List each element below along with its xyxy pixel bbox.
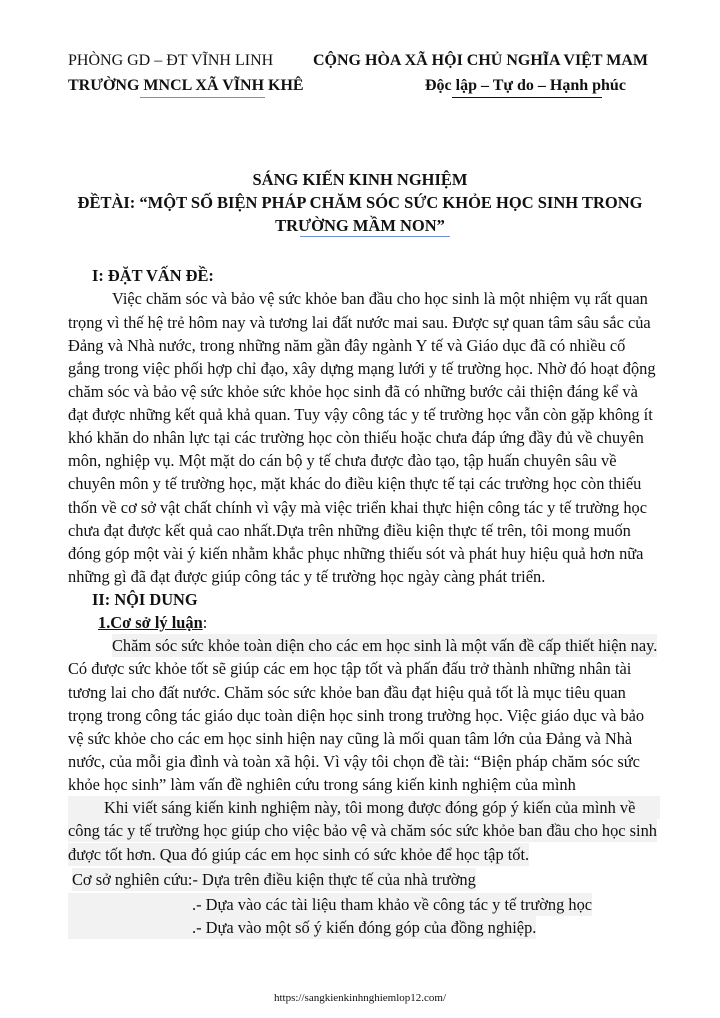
- paragraph-line: đạt được những kết quả khả quan. Tuy vậy công tác y tế trường học vẫn còn gặp không ít: [68, 405, 653, 424]
- title-underline: [300, 236, 450, 237]
- school-underline: [140, 97, 265, 98]
- subsection-title: 1.Cơ sở lý luận: [98, 613, 203, 632]
- paragraph-line: Chăm sóc sức khỏe toàn diện cho các em học sinh là một vấn đề cấp thiết hiện nay.: [112, 636, 658, 655]
- paragraph-line: vệ sức khỏe cho các em học sinh hiện nay cũng là mối quan tâm lớn của Đảng và Nhà: [68, 729, 633, 748]
- topic-title-line-1: ĐỀTÀI: “MỘT SỐ BIỆN PHÁP CHĂM SÓC SỨC KHỎE HỌC SINH TRONG: [77, 193, 643, 212]
- topic-title-line-2: TRƯỜNG MẦM NON”: [275, 216, 445, 235]
- paragraph-line: nước, của mỗi gia đình và toàn xã hội. Vì vậy tôi chọn đề tài: “Biện pháp chăm sóc sức: [68, 752, 640, 771]
- paragraph-line: tương lai cho đất nước. Chăm sóc sức khỏe ban đầu đạt hiệu quả tốt là mục tiêu quan: [68, 683, 626, 702]
- paragraph-line: công tác y tế trường học giúp cho việc bảo vệ và chăm sóc sức khỏe ban đầu cho học sinh: [68, 821, 657, 840]
- paragraph-line: gắng trong việc phối hợp chỉ đạo, xây dựng mạng lưới y tế trường học. Nhờ đó hoạt động: [68, 359, 656, 378]
- motto-underline: [452, 97, 602, 98]
- subsection-heading: [98, 611, 207, 634]
- research-basis-line: .- Dựa vào một số ý kiến đóng góp của đồng nghiệp.: [68, 916, 536, 939]
- paragraph-line: trọng vì thế hệ trẻ hôm nay và tương lai đất nước mai sau. Được sự quan tâm sâu sắc của: [68, 313, 651, 332]
- school-name: TRƯỜNG MNCL XÃ VĨNH KHÊ: [68, 77, 304, 94]
- department-name: PHÒNG GD – ĐT VĨNH LINH: [68, 52, 274, 69]
- paragraph-line: chuyên môn y tế trường học, mặt khác do điều kiện thực tế tại các trường học còn thiếu: [68, 474, 642, 493]
- paragraph-line: môn, nghiệp vụ. Một mặt do cán bộ y tế chưa được đào tạo, tập huấn chuyên sâu về: [68, 451, 617, 470]
- paragraph-line: khó khăn do nhân lực tại các trường học còn thiếu hoặc chưa đáp ứng đầy đủ về chuyên: [68, 428, 644, 447]
- section-2-heading: II: NỘI DUNG: [92, 590, 198, 609]
- paragraph-line: được tốt hơn. Qua đó giúp các em học sinh có sức khỏe để học tập tốt.: [68, 845, 530, 864]
- paragraph-line: Khi viết sáng kiến kinh nghiệm này, tôi mong được đóng góp ý kiến của mình về: [68, 796, 660, 819]
- paragraph-line: đóng góp một vài ý kiến nhằm khắc phục những thiếu sót và phát huy hiệu quả hơn nữa: [68, 544, 644, 563]
- republic-name: CỘNG HÒA XÃ HỘI CHỦ NGHĨA VIỆT MAM: [313, 52, 648, 69]
- footer-url: https://sangkienkinhnghiemlop12.com/: [273, 992, 446, 1004]
- paragraph-line: khỏe học sinh” làm vấn đề nghiên cứu trong sáng kiến kinh nghiệm của mình: [68, 775, 576, 794]
- paragraph-line: Có được sức khỏe tốt sẽ giúp các em học tập tốt và phấn đấu trở thành những nhân tài: [68, 659, 632, 678]
- section-1-heading: I: ĐẶT VẤN ĐỀ:: [92, 266, 214, 285]
- paragraph-line: chăm sóc và bảo vệ sức khỏe sức khỏe học sinh đã có những bước cải thiện đáng kể và: [68, 382, 638, 401]
- paragraph-line: những gì đã đạt được giúp công tác y tế trường học ngày càng phát triển.: [68, 567, 546, 586]
- paragraph-line: trọng trong công tác giáo dục toàn diện học sinh trong trường học. Việc giáo dục và bảo: [68, 706, 645, 725]
- subsection-colon: :: [202, 613, 208, 632]
- doc-title: SÁNG KIẾN KINH NGHIỆM: [252, 170, 468, 189]
- paragraph-line: thốn về cơ sở vật chất chính vì vậy mà việc triển khai thực hiện công tác y tế trường học: [68, 498, 648, 517]
- research-basis-line: Cơ sở nghiên cứu:- Dựa trên điều kiện thực tế của nhà trường: [72, 870, 476, 889]
- paragraph-line: Việc chăm sóc và bảo vệ sức khỏe ban đầu cho học sinh là một nhiệm vụ rất quan: [112, 289, 648, 308]
- paragraph-line: chưa đạt được kết quả cao nhất.Dựa trên những điều kiện thực tế trên, tôi mong muốn: [68, 521, 631, 540]
- paragraph-line: Đảng và Nhà nước, trong những năm gần đây ngành Y tế và Giáo dục đã có nhiều cố: [68, 336, 626, 355]
- motto: Độc lập – Tự do – Hạnh phúc: [425, 77, 626, 94]
- research-basis-line: .- Dựa vào các tài liệu tham khảo về công tác y tế trường học: [68, 893, 592, 916]
